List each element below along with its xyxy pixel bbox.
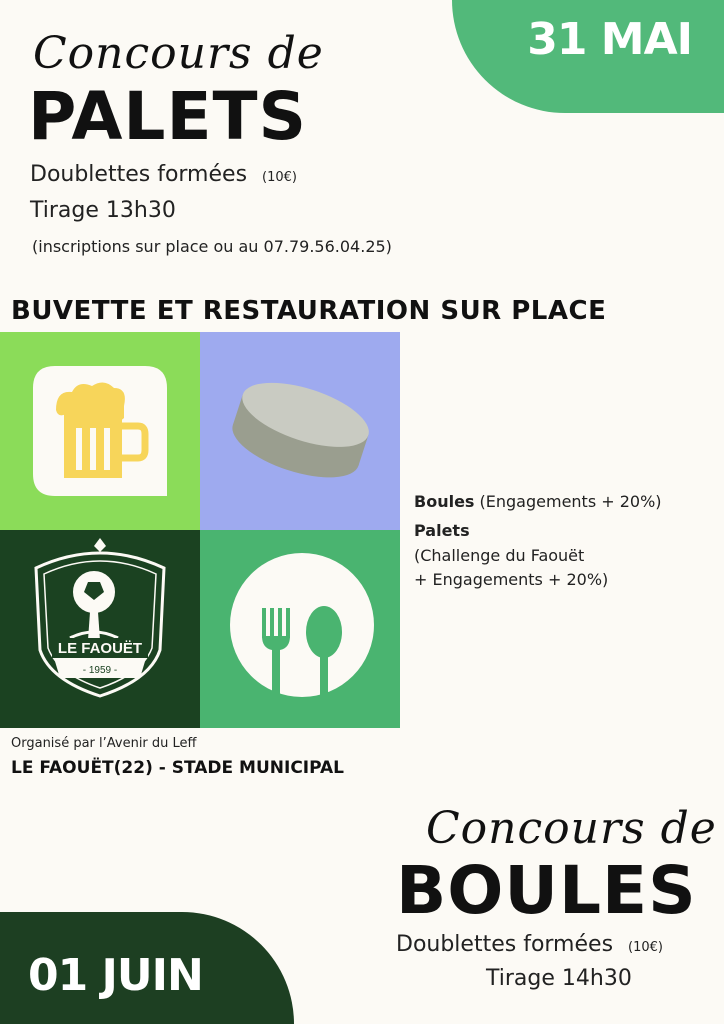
- boules-script-title: Concours de: [426, 803, 717, 854]
- organizer-place: LE FAOUËT(22) - STADE MUNICIPAL: [11, 758, 345, 778]
- info-boules-text: (Engagements + 20%): [479, 492, 662, 511]
- info-palets-line1: (Challenge du Faouët: [414, 545, 585, 565]
- palets-big-title: PALETS: [28, 78, 308, 155]
- date-bottom-text: 01 JUIN: [28, 950, 203, 1001]
- tile-palet: [200, 332, 400, 530]
- buvette-banner: BUVETTE ET RESTAURATION SUR PLACE: [11, 296, 607, 326]
- club-logo-year: - 1959 -: [82, 665, 118, 676]
- info-block: [414, 490, 662, 593]
- beer-icon: [0, 332, 200, 530]
- palets-line1-price: (10€): [262, 170, 297, 185]
- info-boules-label: Boules: [414, 492, 475, 511]
- palets-line2: Tirage 13h30: [30, 198, 176, 223]
- info-palets-line2: + Engagements + 20%): [414, 570, 609, 590]
- club-logo-name: LE FAOUËT: [57, 640, 143, 657]
- palets-note: (inscriptions sur place ou au 07.79.56.04.25): [32, 237, 392, 256]
- club-crest-icon: [0, 530, 200, 728]
- palets-script-title: Concours de: [33, 28, 324, 79]
- boules-big-title: BOULES: [396, 852, 697, 929]
- tile-club-logo: [0, 530, 200, 728]
- palets-line1-text: Doublettes formées: [30, 162, 248, 187]
- boules-line1-price: (10€): [628, 940, 663, 955]
- organizer-text: Organisé par l’Avenir du Leff: [11, 736, 197, 751]
- tile-beer: [0, 332, 200, 530]
- fork-spoon-icon: [200, 530, 400, 728]
- boules-line1: [396, 932, 663, 957]
- info-palets-label: Palets: [414, 520, 470, 540]
- boules-line1-text: Doublettes formées: [396, 932, 614, 957]
- date-top-text: 31 MAI: [527, 14, 692, 65]
- palets-line1: [30, 162, 297, 187]
- palet-puck-icon: [200, 332, 400, 530]
- tile-food: [200, 530, 400, 728]
- info-boules: [414, 490, 662, 515]
- boules-line2: Tirage 14h30: [486, 966, 632, 991]
